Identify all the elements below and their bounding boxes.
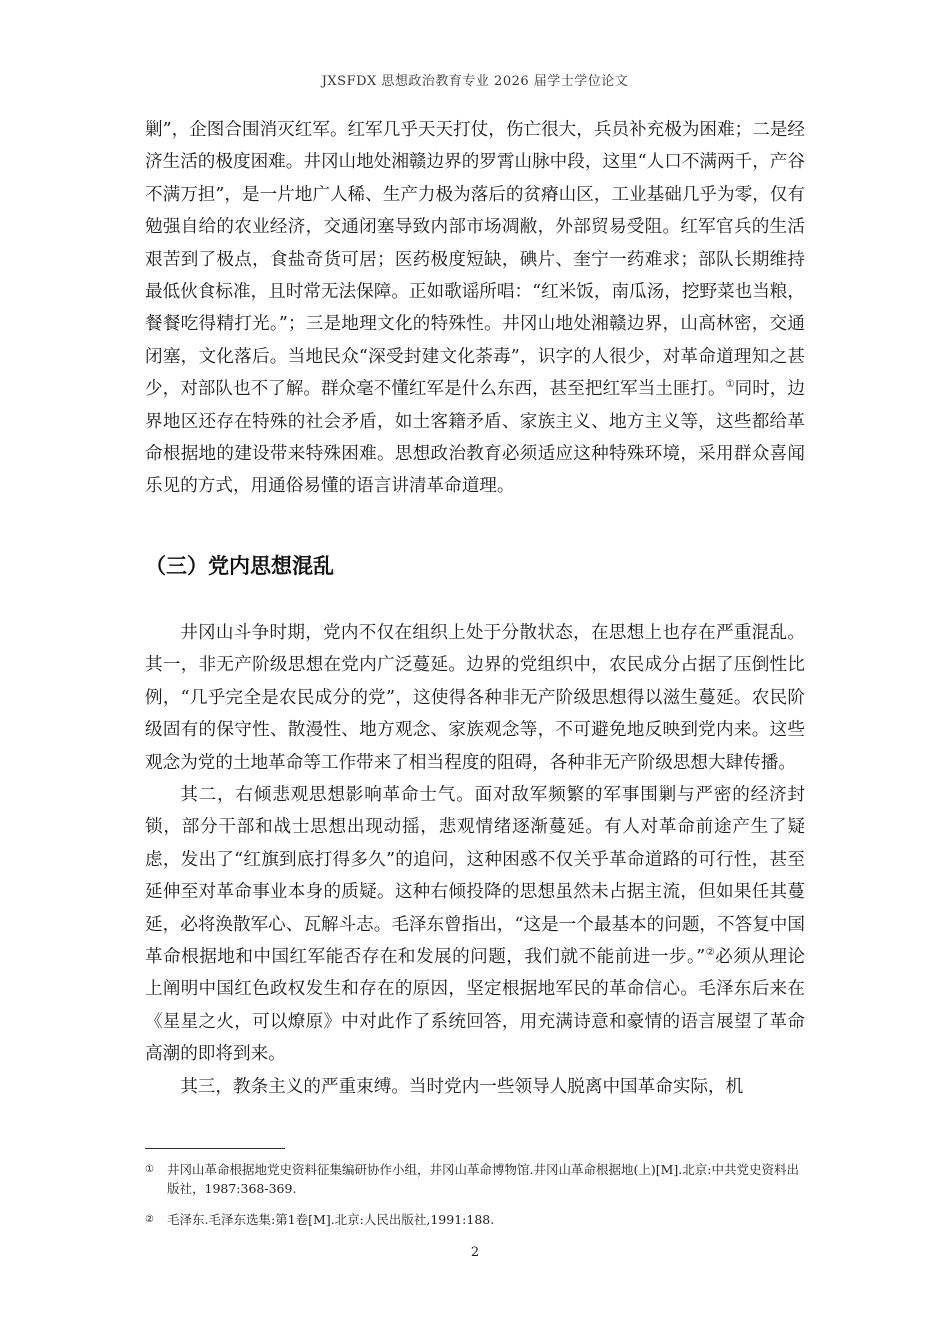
paragraph-text: 其二，右倾悲观思想影响革命士气。面对敌军频繁的军事围剿与严密的经济封锁，部分干部和战士思想出现动摇，悲观情绪逐渐蔓延。有人对革命前途产生了疑虑，发出了“红旗到底打得多久”的追问，这种困惑不仅关乎革命道路的可行性，甚至延伸至对革命事业本身的质疑。这种右倾投降的思想虽然未占据主流，但如果任其蔓延，必将涣散军心、瓦解斗志。毛泽东曾指出，“这是一个最基本的问题，不答复中国革命根据地和中国红军能否存在和发展的问题，我们就不能前进一步。” (145, 785, 805, 968)
footnote-mark: ① (145, 1164, 154, 1175)
running-header: JXSFDX 思想政治教育专业 2026 届学士学位论文 (321, 74, 629, 89)
footnote-text: 毛泽东.毛泽东选集:第1卷[M].北京:人民出版社,1991:188. (167, 1212, 495, 1227)
section-heading: （三）党内思想混乱 (145, 554, 334, 578)
footnote-item (145, 1210, 805, 1229)
paragraph-text: 同时，边界地区还存在特殊的社会矛盾，如土客籍矛盾、家族主义、地方主义等，这些都给革命根据地的建设带来特殊困难。思想政治教育必须适应这种特殊环境，采用群众喜闻乐见的方式，用通俗易懂的语言讲清革命道理。 (145, 379, 805, 497)
page-number: 2 (470, 1245, 480, 1260)
paragraph-text: 剿”，企图合围消灭红军。红军几乎天天打仗，伤亡很大，兵员补充极为困难；二是经济生活的极度困难。井冈山地处湘赣边界的罗霄山脉中段，这里“人口不满两千，产谷不满万担”，是一片地广人稀、生产力极为落后的贫瘠山区，工业基础几乎为零，仅有勉强自给的农业经济，交通闭塞导致内部市场凋敝，外部贸易受阻。红军官兵的生活艰苦到了极点，食盐奇货可居；医药极度短缺，碘片、奎宁一药难求；部队长期维持最低伙食标准，且时常无法保障。正如歌谣所唱：“红米饭，南瓜汤，挖野菜也当粮，餐餐吃得精打光。”；三是地理文化的特殊性。井冈山地处湘赣边界，山高林密，交通闭塞，文化落后。当地民众“深受封建文化荼毒”，识字的人很少，对革命道理知之甚少，对部队也不了解。群众毫不懂红军是什么东西，甚至把红军当土匪打。 (145, 120, 805, 400)
paragraph: 井冈山斗争时期，党内不仅在组织上处于分散状态，在思想上也存在严重混乱。其一，非无产阶级思想在党内广泛蔓延。边界的党组织中，农民成分占据了压倒性比例，“几乎完全是农民成分的党”，这使得各种非无产阶级思想得以滋生蔓延。农民阶级固有的保守性、散漫性、地方观念、家族观念等，不可避免地反映到党内来。这些观念为党的土地革命等工作带来了相当程度的阻碍，各种非无产阶级思想大肆传播。 (145, 623, 805, 773)
paragraph (145, 779, 805, 1071)
body-block-bottom (145, 617, 805, 1103)
footnotes (145, 1160, 805, 1241)
footnote-text: 井冈山革命根据地党史资料征集编研协作小组，井冈山革命博物馆.井冈山革命根据地(上)[M].北京:中共党史资料出版社，1987:368-369. (167, 1162, 799, 1196)
footnote-ref-1[interactable]: ① (725, 379, 735, 391)
footnote-item (145, 1160, 805, 1198)
paragraph: 其三，教条主义的严重束缚。当时党内一些领导人脱离中国革命实际，机 (180, 1076, 744, 1097)
body-block-top (145, 114, 805, 503)
footnote-ref-2[interactable]: ② (705, 947, 716, 959)
paragraph-text: 必须从理论上阐明中国红色政权发生和存在的原因，坚定根据地军民的革命信心。毛泽东后来在《星星之火，可以燎原》中对此作了系统回答，用充满诗意和豪情的语言展望了革命高潮的即将到来。 (145, 947, 805, 1065)
footnote-mark: ② (145, 1214, 154, 1225)
paragraph (145, 114, 805, 503)
footnote-divider (145, 1148, 285, 1149)
